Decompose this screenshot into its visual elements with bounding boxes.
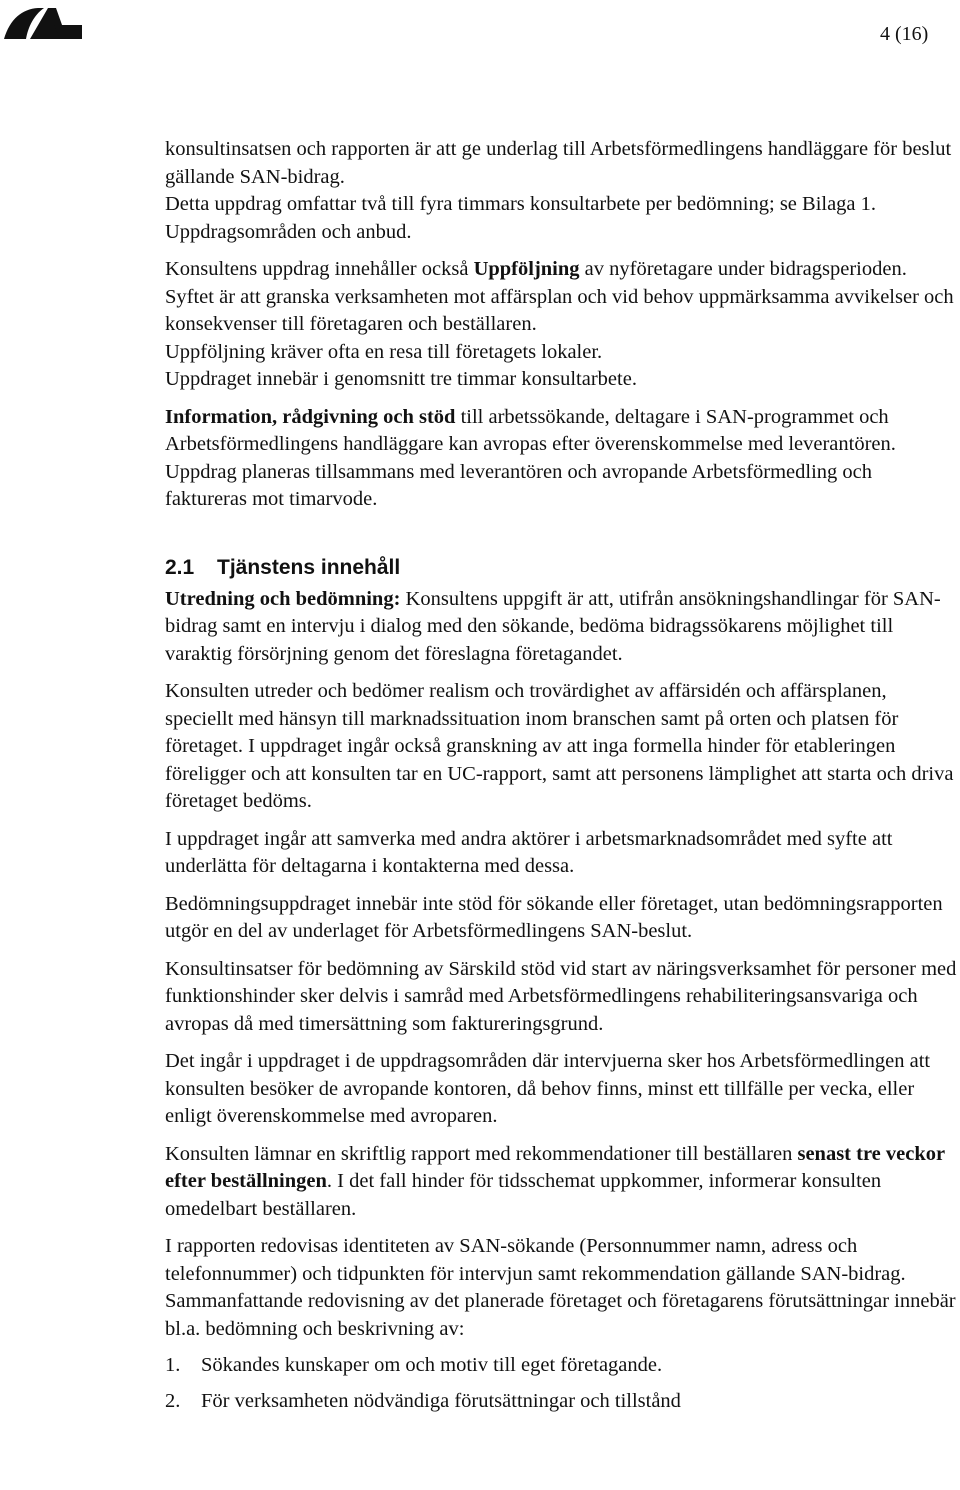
paragraph: konsultinsatsen och rapporten är att ge underlag till Arbetsförmedlingens handläggare för beslut gällande SAN-bidrag.	[165, 138, 952, 188]
paragraph: I rapporten redovisas identiteten av SAN-sökande (Personnummer namn, adress och telefonnummer) och tidpunkten för intervjun samt rekommendation gällande SAN-bidrag. Sammanfattande redovisning av det planerade företaget och företagarens förutsättningar innebär bl.a. bedömning och beskrivning av:	[165, 1235, 956, 1340]
publisher-logo-icon	[4, 5, 82, 41]
paragraph: Detta uppdrag omfattar två till fyra timmars konsultarbete per bedömning; se Bilaga 1. Uppdragsområden och anbud.	[165, 193, 877, 243]
paragraph: Det ingår i uppdraget i de uppdragsområden där intervjuerna sker hos Arbetsförmedlingen att konsulten besöker de avropande kontoren, då behov finns, minst ett tillfälle per vecka, eller enligt överenskommelse med avroparen.	[165, 1050, 931, 1127]
paragraph: Konsulten lämnar en skriftlig rapport med rekommendationer till beställaren senast tre veckor efter beställningen. I det fall hinder för tidsschemat uppkommer, informerar konsulten omedelbart beställaren.	[165, 1142, 945, 1220]
section-title: Tjänstens innehåll	[217, 555, 401, 579]
section-heading	[165, 554, 957, 582]
paragraph: Information, rådgivning och stöd till arbetssökande, deltagare i SAN-programmet och Arbetsförmedlingens handläggare kan avropas efter överenskommelse med leverantören. Uppdrag planeras tillsammans med leverantören och avropande Arbetsförmedling och faktureras mot timarvode.	[165, 405, 896, 510]
page-number: 4 (16)	[880, 23, 929, 45]
numbered-list	[165, 1347, 957, 1419]
paragraph: I uppdraget ingår att samverka med andra aktörer i arbetsmarknadsområdet med syfte att underlätta för deltagarna i kontakterna med dessa.	[165, 827, 893, 877]
paragraph: Konsultinsatser för bedömning av Särskild stöd vid start av näringsverksamhet för personer med funktionshinder sker delvis i samråd med Arbetsförmedlingens rehabiliteringsansvariga och avropas då med timersättning som faktureringsgrund.	[165, 957, 957, 1035]
paragraph: Uppföljning kräver ofta en resa till företagets lokaler.	[165, 340, 603, 363]
paragraph: Konsultens uppdrag innehåller också Uppföljning av nyföretagare under bidragsperioden. Syftet är att granska verksamheten mot affärsplan och vid behov uppmärksamma avvikelser och konsekvenser till företagaren och beställaren.	[165, 258, 954, 335]
section-number: 2.1	[165, 555, 195, 579]
paragraph: Konsulten utreder och bedömer realism och trovärdighet av affärsidén och affärsplanen, speciellt med hänsyn till marknadssituation inom branschen samt på orten och platsen för företaget. I uppdraget ingår också granskning av att inga formella hinder för etableringen föreligger och att konsulten tar en UC-rapport, samt att personens lämplighet att starta och driva företaget bedöms.	[165, 680, 954, 812]
paragraph: Utredning och bedömning: Konsultens uppgift är att, utifrån ansökningshandlingar för SAN-bidrag samt en intervju i dialog med den sökande, bedöma bidragssökarens möjlighet till varaktig försörjning genom det föreslagna företagandet.	[165, 587, 941, 665]
paragraph: Uppdraget innebär i genomsnitt tre timmar konsultarbete.	[165, 368, 637, 390]
document-body	[165, 136, 957, 1419]
paragraph: Bedömningsuppdraget innebär inte stöd för sökande eller företaget, utan bedömningsrapporten utgör en del av underlaget för Arbetsförmedlingens SAN-beslut.	[165, 892, 943, 942]
list-item: 1. Sökandes kunskaper om och motiv till eget företagande.	[165, 1354, 663, 1376]
list-item: 2. För verksamheten nödvändiga förutsättningar och tillstånd	[165, 1390, 681, 1412]
